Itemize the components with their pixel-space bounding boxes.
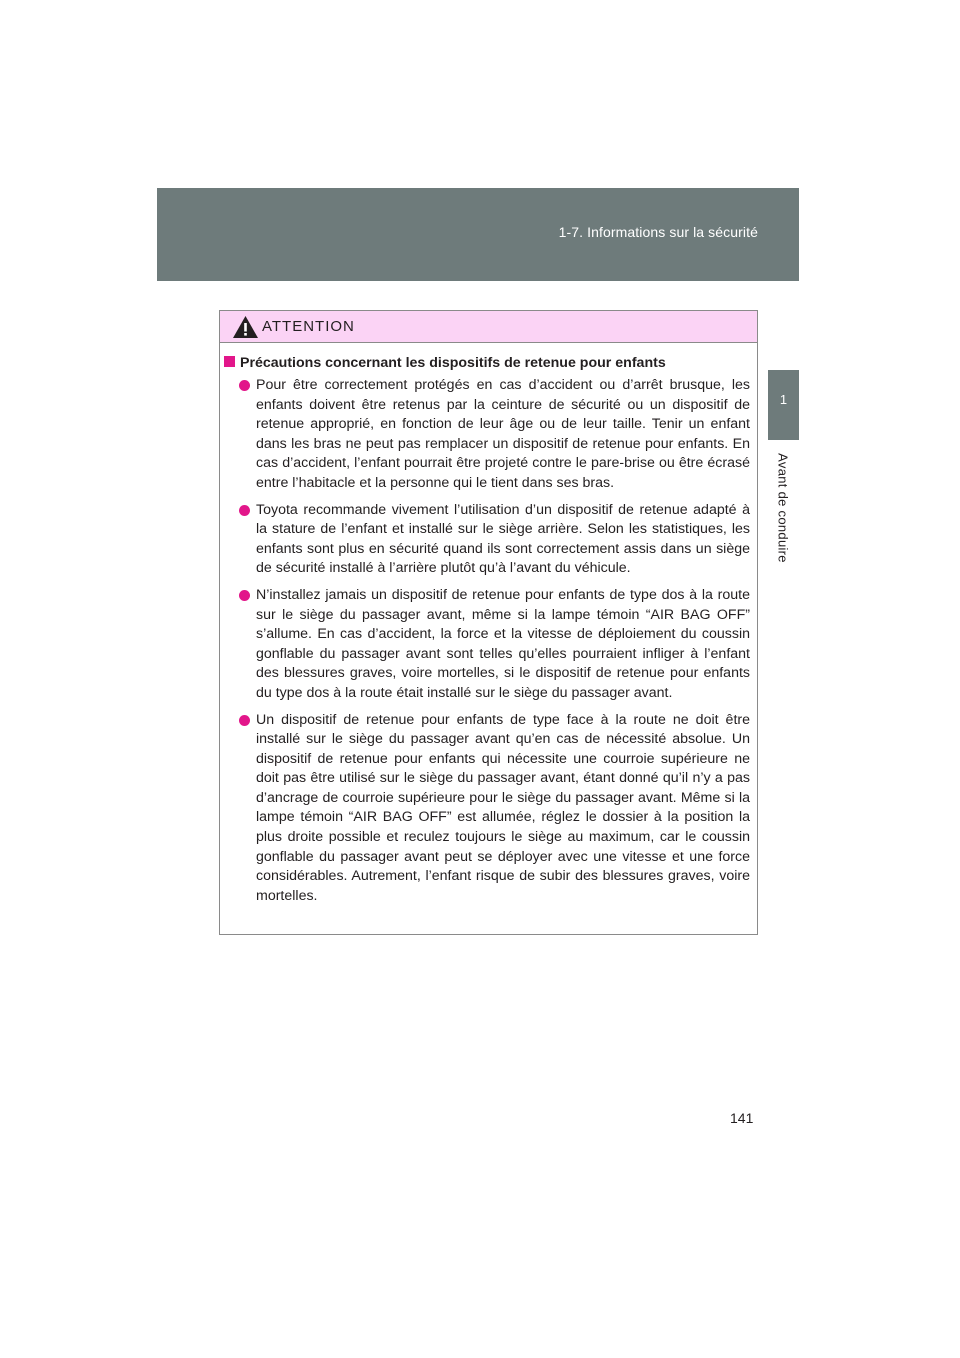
section-header-bar: [157, 188, 799, 281]
list-item: [224, 586, 750, 704]
warning-triangle-icon: [232, 315, 259, 339]
bullet-text: Toyota recommande vivement l’utilisation d’un dispositif de retenue adapté à la stature de l’enfant et installé sur le siège arrière. Selon les statistiques, les enfants sont plus en sécurité quand ils sont correctement assis dans un siège de sécurité installé à l’arrière plutôt qu’à l’avant du véhicule.: [256, 501, 750, 577]
warning-bullet-list: [224, 376, 750, 906]
chapter-tab: [768, 370, 799, 440]
warning-section-heading: [224, 354, 750, 373]
warning-box: [219, 310, 758, 935]
list-item: [224, 711, 750, 907]
bullet-text: Pour être correctement protégés en cas d’accident ou d’arrêt brusque, les enfants doivent être retenus par la ceinture de sécurité ou un dispositif de retenue approprié, en fonction de leur âge ou de leur taille. Tenir un enfant dans les bras ne peut pas remplacer un dispositif de retenue pour enfants. En cas d’accident, l’enfant pourrait être projeté contre le pare-brise ou être écrasé entre l’habitacle et la personne qui le tient dans ses bras.: [256, 377, 750, 491]
chapter-label: Avant de conduire: [775, 453, 791, 563]
bullet-dot-icon: [239, 505, 250, 516]
warning-section-title: Précautions concernant les dispositifs de retenue pour enfants: [240, 355, 666, 371]
warning-title: ATTENTION: [262, 318, 355, 335]
list-item: [224, 501, 750, 579]
bullet-text: Un dispositif de retenue pour enfants de type face à la route ne doit être installé sur le siège du passager avant qu’en cas de nécessité absolue. Un dispositif de retenue pour enfants qui nécessite une courroie supérieure ne doit pas être utilisé sur le siège du passager avant, étant donné qu’il n’y a pas d’ancrage de courroie supérieure pour le siège du passager avant. Même si la lampe témoin “AIR BAG OFF” est allumée, réglez le dossier à la position la plus droite possible et reculez toujours le siège au maximum, car le coussin gonflable du passager avant peut se déployer avec une vitesse et une force considérables. Autrement, l’enfant risque de subir des blessures graves, voire mortelles.: [256, 711, 750, 904]
warning-header: [220, 311, 757, 343]
bullet-text: N’installez jamais un dispositif de retenue pour enfants de type dos à la route sur le siège du passager avant, même si la lampe témoin “AIR BAG OFF” s’allume. En cas d’accident, la force et la vitesse de déploiement du coussin gonflable du passager avant sont telles qu’elles pourraient infliger à l’enfant des blessures graves, voire mortelles, si le dispositif de retenue pour enfants du type dos à la route était installé sur le siège du passager avant.: [256, 586, 750, 701]
bullet-dot-icon: [239, 715, 250, 726]
chapter-number: 1: [779, 392, 788, 407]
square-bullet-icon: [224, 356, 235, 367]
page-number: 141: [730, 1110, 754, 1126]
list-item: [224, 376, 750, 494]
warning-body: [220, 343, 757, 906]
bullet-dot-icon: [239, 590, 250, 601]
section-title: 1-7. Informations sur la sécurité: [558, 224, 758, 240]
bullet-dot-icon: [239, 380, 250, 391]
